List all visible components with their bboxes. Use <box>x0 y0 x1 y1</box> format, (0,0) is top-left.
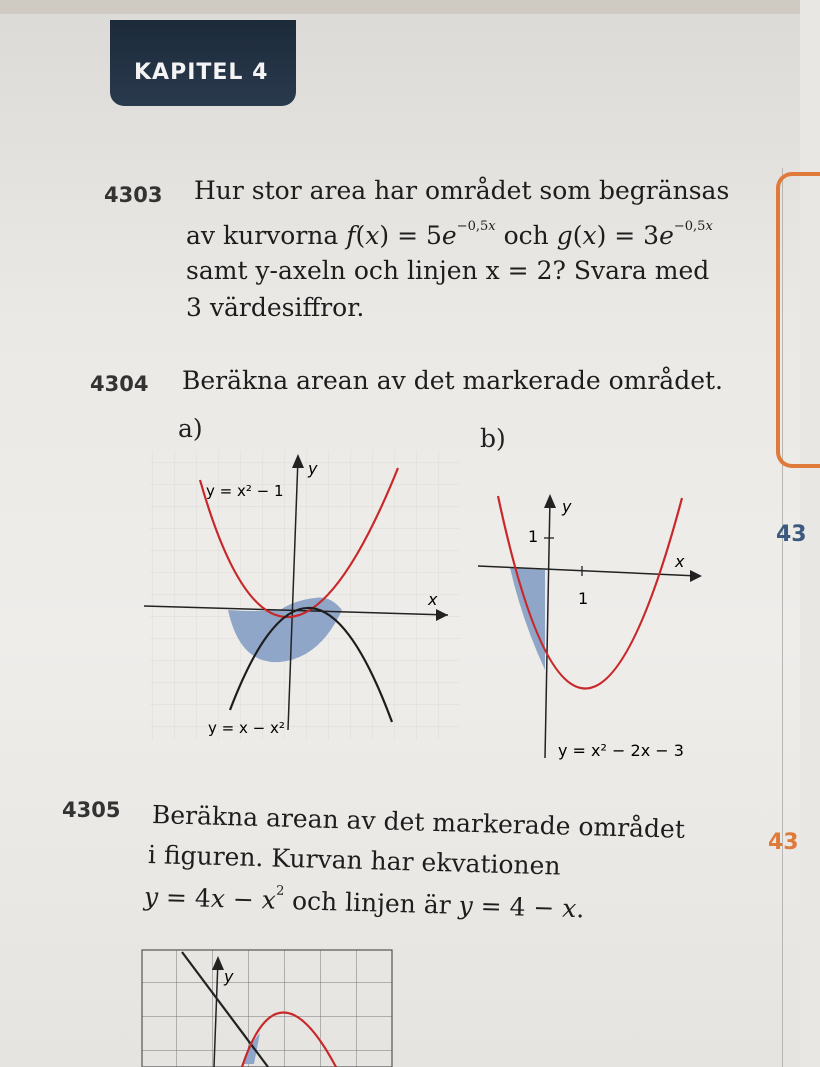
y-axis-label: y <box>562 497 572 516</box>
problem-text-line: Hur stor area har området som begränsas <box>194 176 730 205</box>
x-axis-arrow <box>690 570 702 582</box>
y-axis-label: y <box>224 967 234 986</box>
chapter-label: KAPITEL 4 <box>134 60 269 85</box>
problem-text-line: i figuren. Kurvan har ekvationen <box>147 840 561 881</box>
curve2-label: y = x − x² <box>208 719 285 737</box>
subproblem-label: a) <box>178 414 203 443</box>
y-tick-label: 1 <box>528 527 539 546</box>
grid-background <box>150 450 460 740</box>
problem-text-line: Beräkna arean av det markerade området. <box>182 366 724 395</box>
figure-b <box>470 480 720 770</box>
figure-c <box>140 948 400 1067</box>
figure-a <box>130 440 470 750</box>
curve-label: y = x² − 2x − 3 <box>558 741 684 760</box>
problem-text-line: Beräkna arean av det markerade området <box>151 800 686 844</box>
x-axis-label: x <box>428 590 438 609</box>
margin-orange-box <box>776 172 820 468</box>
page-top-edge <box>0 0 800 14</box>
chapter-tab <box>110 20 296 106</box>
y-axis-arrow <box>544 494 556 508</box>
y-axis <box>545 498 550 758</box>
problem-text-line: samt y-axeln och linjen x = 2? Svara med <box>186 256 710 285</box>
problem-number: 4303 <box>104 183 163 207</box>
margin-problem-number: 43 <box>776 522 807 547</box>
margin-problem-number: 43 <box>768 830 799 855</box>
x-tick-label: 1 <box>578 589 589 608</box>
subproblem-label: b) <box>480 424 506 453</box>
x-axis-label: x <box>675 552 685 571</box>
y-axis-label: y <box>308 459 318 478</box>
problem-text-line: $y = 4x - x^2$ och linjen är y = 4 − x. <box>143 882 585 924</box>
problem-number: 4304 <box>90 372 149 396</box>
problem-number: 4305 <box>62 798 121 822</box>
shaded-region <box>510 568 545 670</box>
grid-background <box>142 950 392 1067</box>
problem-text-line: 3 värdesiffror. <box>186 293 365 322</box>
problem-text-line: av kurvorna $f(x) = 5e^{-0,5x}$ och $g(x) = 3e^{-0,5x}$ <box>186 219 713 250</box>
curve1-label: y = x² − 1 <box>206 482 284 500</box>
